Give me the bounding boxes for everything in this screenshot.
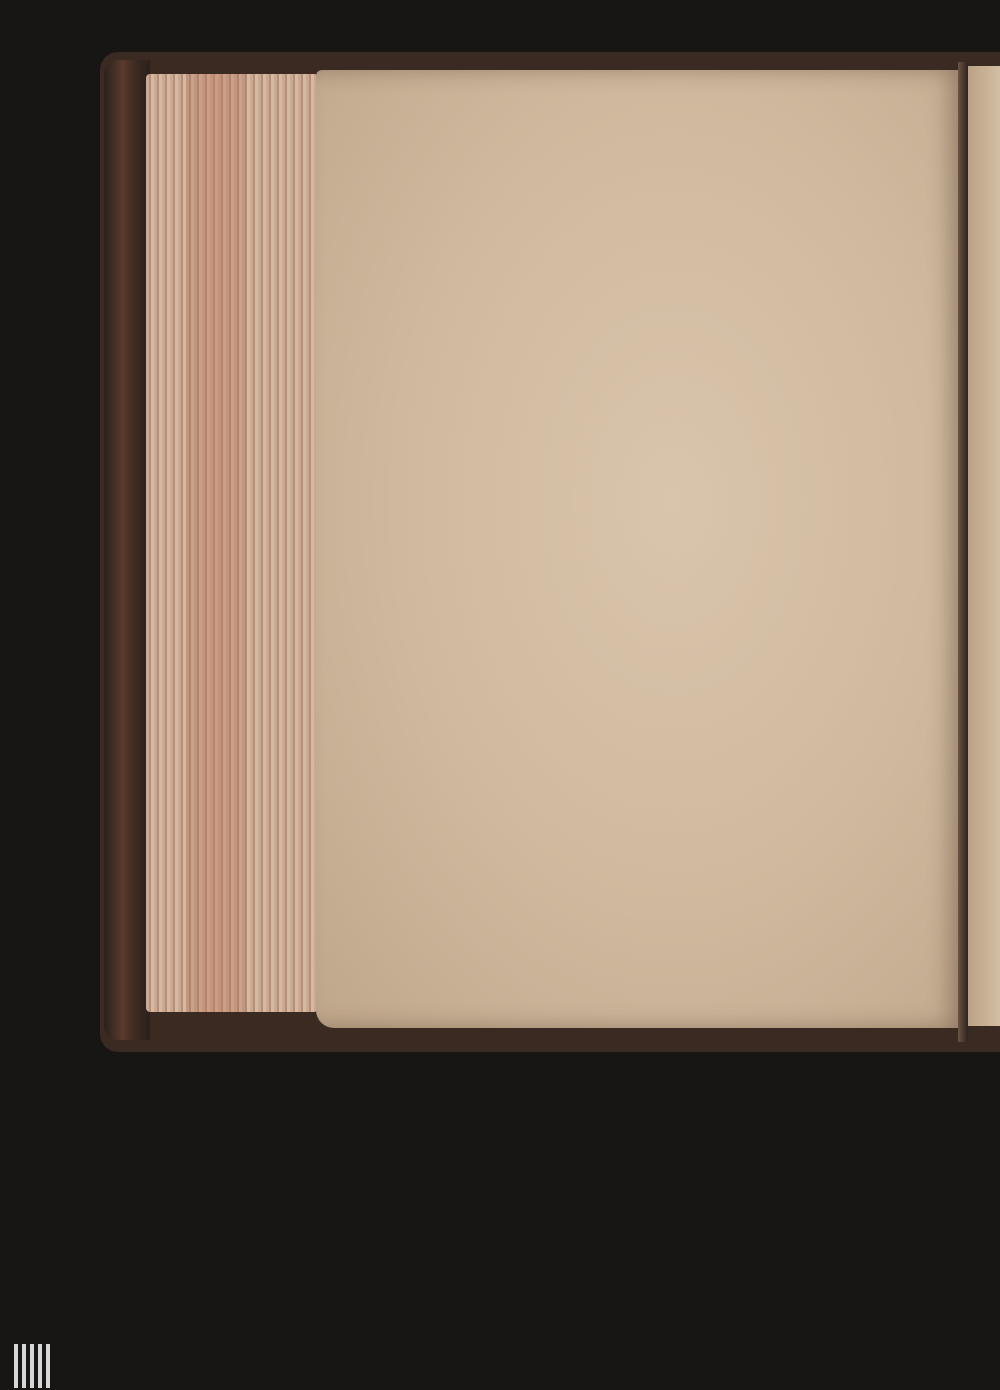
body-line (408, 142, 954, 178)
book-gutter (958, 62, 968, 1042)
body-line (408, 106, 954, 142)
library-logo (14, 1344, 58, 1388)
facing-page-edge (966, 66, 1000, 1026)
page-text (408, 92, 954, 251)
body-line (408, 179, 954, 215)
page-edges (146, 74, 318, 1012)
body-line (408, 215, 954, 251)
book-spine (104, 60, 150, 1040)
paragraph-opening (408, 106, 954, 179)
logo-mark-icon (14, 1344, 50, 1388)
